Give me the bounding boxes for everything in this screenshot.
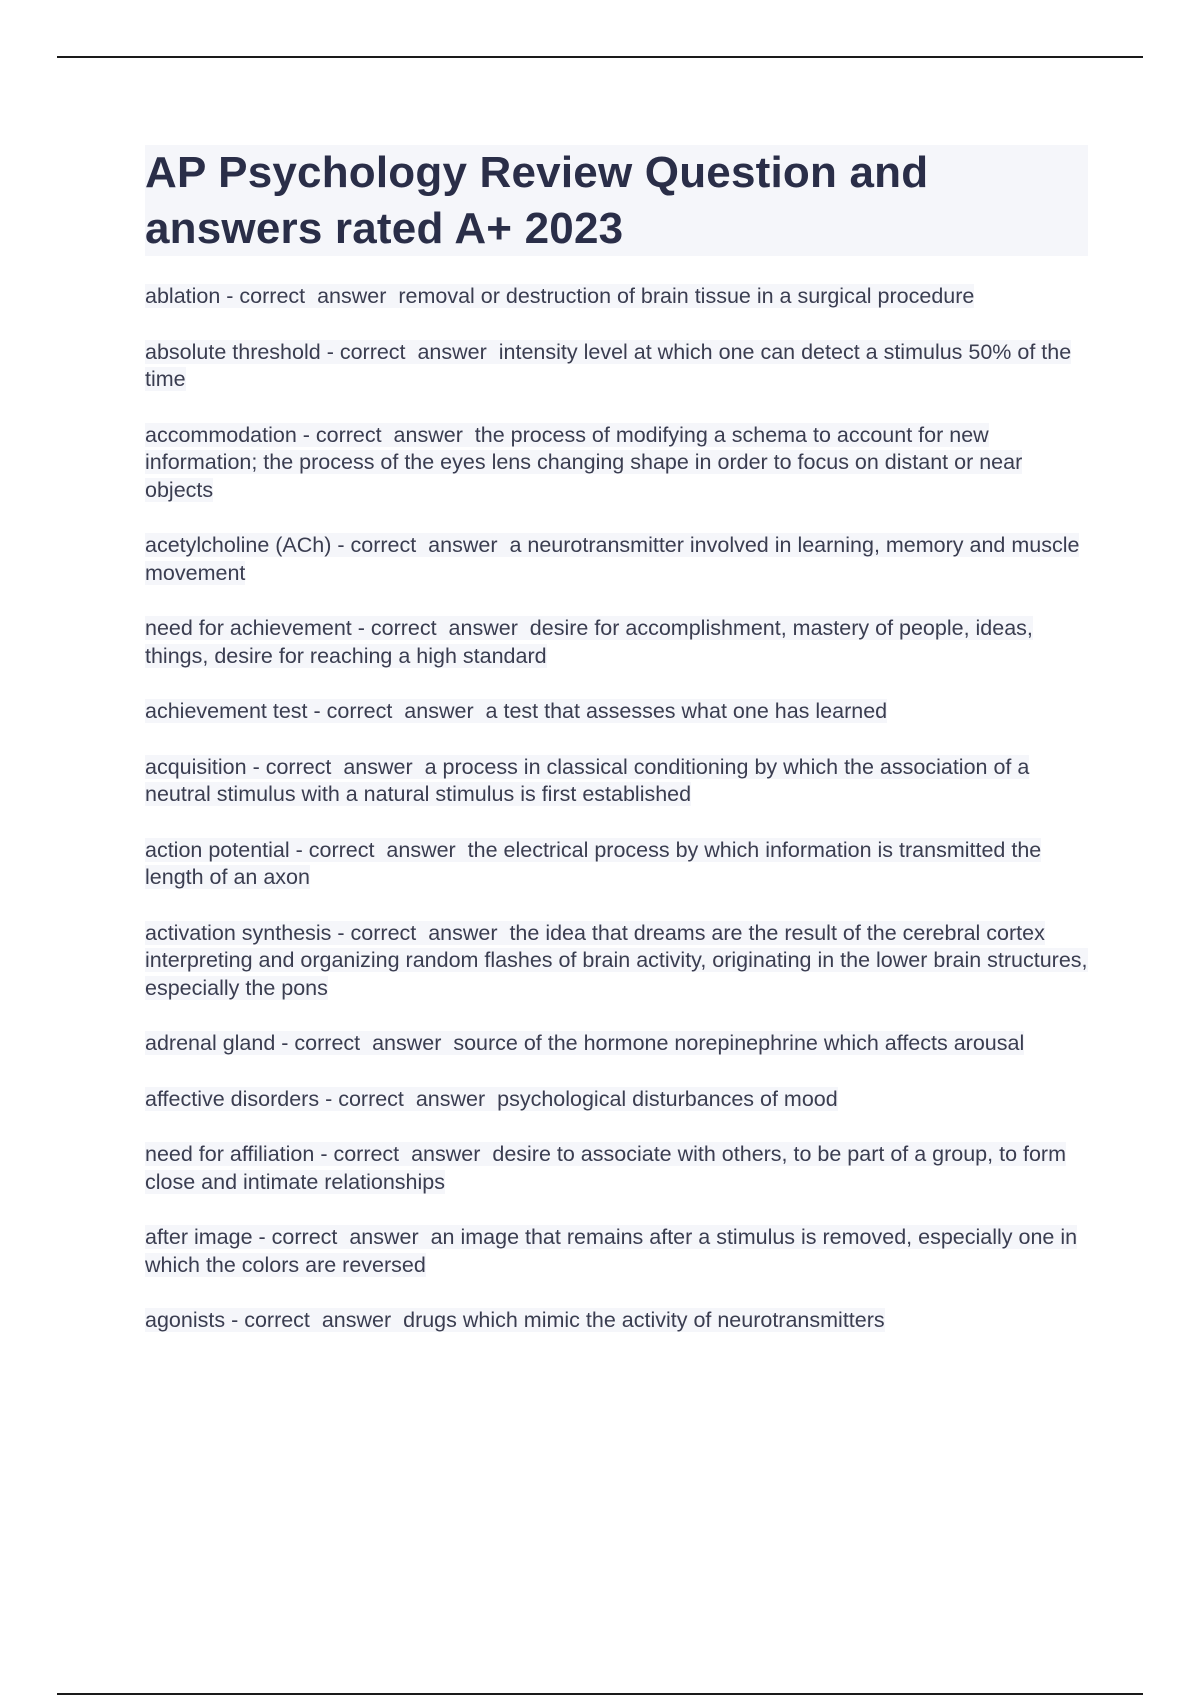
- qa-term: ablation: [145, 284, 221, 308]
- qa-entry: [145, 1307, 1090, 1335]
- qa-separator: - correct answer: [307, 699, 486, 723]
- qa-term: accommodation: [145, 422, 297, 447]
- qa-entry: [145, 837, 1090, 892]
- qa-entry: [145, 615, 1090, 670]
- qa-term: acquisition: [145, 754, 247, 779]
- qa-entry: [145, 532, 1090, 587]
- qa-entry: [145, 339, 1090, 394]
- qa-term: achievement test: [145, 699, 308, 723]
- qa-separator: - correct answer: [296, 422, 475, 447]
- qa-definition: removal or destruction of brain tissue in a surgical procedure: [398, 284, 975, 308]
- qa-entry: [145, 754, 1090, 809]
- qa-term: affective disorders: [145, 1086, 320, 1111]
- qa-separator: - correct answer: [289, 837, 468, 862]
- qa-term: action potential: [145, 837, 290, 862]
- qa-separator: - correct answer: [331, 533, 510, 557]
- qa-entry: [145, 920, 1090, 1003]
- qa-entry: [145, 283, 1090, 311]
- qa-separator: - correct answer: [314, 1142, 493, 1166]
- qa-term: adrenal gland: [145, 1031, 276, 1055]
- qa-separator: - correct answer: [252, 1225, 431, 1249]
- qa-term: activation synthesis: [145, 920, 332, 945]
- qa-definition: source of the hormone norepinephrine which affects arousal: [453, 1031, 1025, 1055]
- qa-definition: an image that remains after a stimulus is removed, especially one in which the colors are reversed: [145, 1225, 1078, 1277]
- title-block: [145, 145, 1088, 256]
- qa-entry: [145, 1086, 1090, 1114]
- qa-term: acetylcholine (ACh): [145, 533, 332, 557]
- qa-entry: [145, 1141, 1090, 1196]
- qa-definition: a neurotransmitter involved in learning, memory and muscle movement: [145, 533, 1080, 585]
- qa-list: [145, 283, 1090, 1363]
- qa-separator: - correct answer: [220, 284, 399, 308]
- qa-separator: - correct answer: [246, 754, 425, 779]
- qa-definition: drugs which mimic the activity of neurotransmitters: [403, 1308, 885, 1332]
- qa-separator: - correct answer: [331, 920, 510, 945]
- qa-definition: the electrical process by which information is transmitted the length of an axon: [145, 837, 1042, 889]
- qa-definition: intensity level at which one can detect a stimulus 50% of the time: [145, 339, 1072, 391]
- qa-entry: [145, 422, 1090, 505]
- qa-entry: [145, 1030, 1090, 1058]
- qa-definition: desire to associate with others, to be part of a group, to form close and intimate relationships: [145, 1142, 1066, 1194]
- qa-definition: the process of modifying a schema to account for new information; the process of the eyes lens changing shape in order to focus on distant or near objects: [145, 422, 1023, 502]
- qa-term: need for affiliation: [145, 1142, 315, 1166]
- qa-term: agonists: [145, 1308, 226, 1332]
- top-divider: [57, 56, 1143, 58]
- qa-definition: the idea that dreams are the result of the cerebral cortex interpreting and organizing random flashes of brain activity, originating in the lower brain structures, especially the pons: [145, 920, 1088, 1000]
- qa-separator: - correct answer: [351, 616, 530, 640]
- qa-separator: - correct answer: [225, 1308, 404, 1332]
- qa-term: after image: [145, 1225, 253, 1249]
- qa-definition: psychological disturbances of mood: [497, 1086, 838, 1111]
- bottom-divider: [57, 1693, 1143, 1695]
- page-title: AP Psychology Review Question and answers rated A+ 2023: [145, 148, 929, 253]
- qa-definition: a test that assesses what one has learned: [485, 699, 888, 723]
- qa-entry: [145, 1224, 1090, 1279]
- qa-term: absolute threshold: [145, 339, 321, 364]
- qa-definition: a process in classical conditioning by which the association of a neutral stimulus with a natural stimulus is first established: [145, 754, 1030, 806]
- qa-term: need for achievement: [145, 616, 352, 640]
- qa-separator: - correct answer: [275, 1031, 454, 1055]
- qa-separator: - correct answer: [319, 1086, 498, 1111]
- qa-definition: desire for accomplishment, mastery of people, ideas, things, desire for reaching a high standard: [145, 616, 1033, 668]
- qa-entry: [145, 698, 1090, 726]
- qa-separator: - correct answer: [320, 339, 499, 364]
